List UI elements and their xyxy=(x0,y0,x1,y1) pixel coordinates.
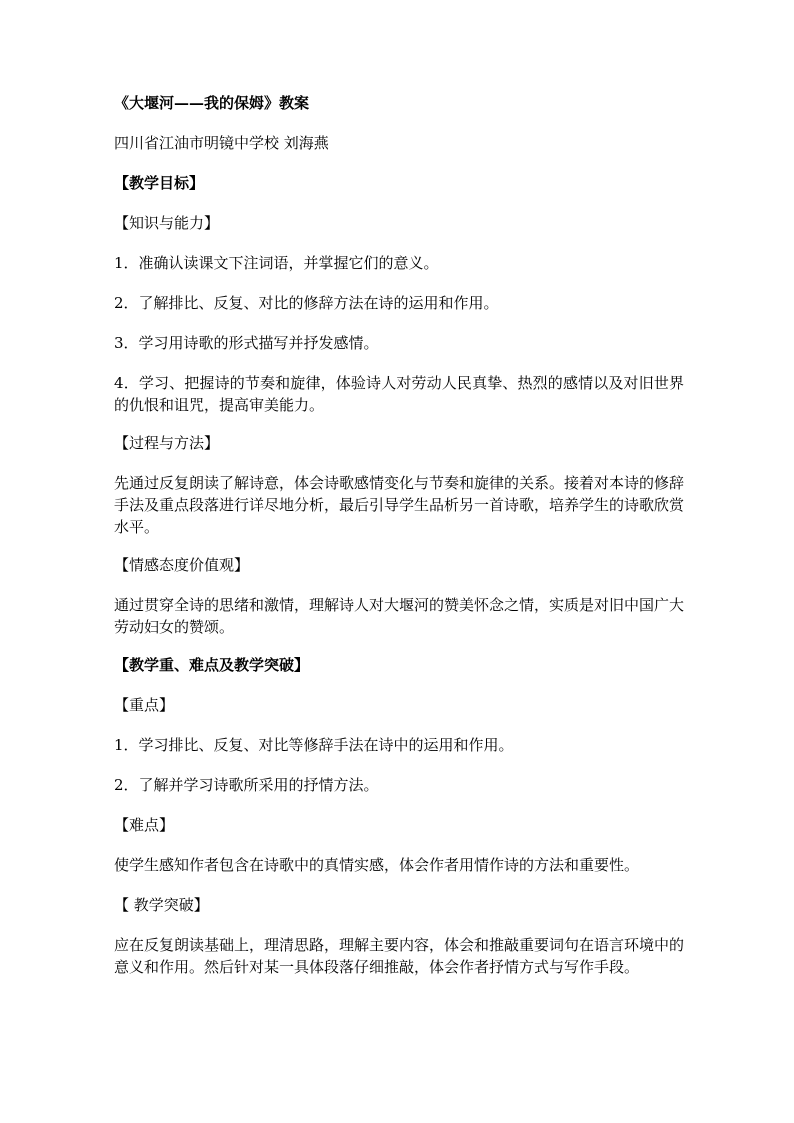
subheading-knowledge: 【知识与能力】 xyxy=(114,214,220,232)
subheading-emotion: 【情感态度价值观】 xyxy=(114,556,250,574)
process-paragraph: 先通过反复朗读了解诗意，体会诗歌感情变化与节奏和旋律的关系。接着对本诗的修辞手法及重点段落进行详尽地分析，最后引导学生品析另一首诗歌，培养学生的诗歌欣赏水平。 xyxy=(114,474,685,536)
goal-item-1: 1．准确认读课文下注词语，并掌握它们的意义。 xyxy=(114,254,439,272)
goal-item-2: 2．了解排比、反复、对比的修辞方法在诗的运用和作用。 xyxy=(114,294,499,312)
goal-item-4: 4．学习、把握诗的节奏和旋律，体验诗人对劳动人民真挚、热烈的感情以及对旧世界的仇恨和诅咒，提高审美能力。 xyxy=(114,374,684,414)
author-line: 四川省江油市明镜中学校 刘海燕 xyxy=(114,134,329,152)
section-heading-key-points: 【教学重、难点及教学突破】 xyxy=(114,656,310,674)
emotion-paragraph: 通过贯穿全诗的思绪和激情，理解诗人对大堰河的赞美怀念之情，实质是对旧中国广大劳动妇女的赞颂。 xyxy=(114,596,685,636)
section-heading-goals: 【教学目标】 xyxy=(114,174,205,192)
difficulty-paragraph: 使学生感知作者包含在诗歌中的真情实感，体会作者用情作诗的方法和重要性。 xyxy=(114,856,640,874)
focus-item-1: 1．学习排比、反复、对比等修辞手法在诗中的运用和作用。 xyxy=(114,736,514,754)
goal-item-3: 3．学习用诗歌的形式描写并抒发感情。 xyxy=(114,334,379,352)
subheading-difficulty: 【难点】 xyxy=(114,816,175,834)
document-page xyxy=(114,92,684,994)
document-title: 《大堰河——我的保姆》教案 xyxy=(114,94,310,112)
subheading-process: 【过程与方法】 xyxy=(114,434,220,452)
breakthrough-paragraph: 应在反复朗读基础上，理清思路，理解主要内容，体会和推敲重要词句在语言环境中的意义和作用。然后针对某一具体段落仔细推敲，体会作者抒情方式与写作手段。 xyxy=(114,936,685,976)
subheading-focus: 【重点】 xyxy=(114,696,175,714)
focus-item-2: 2．了解并学习诗歌所采用的抒情方法。 xyxy=(114,776,379,794)
subheading-breakthrough: 【 教学突破】 xyxy=(114,896,209,914)
